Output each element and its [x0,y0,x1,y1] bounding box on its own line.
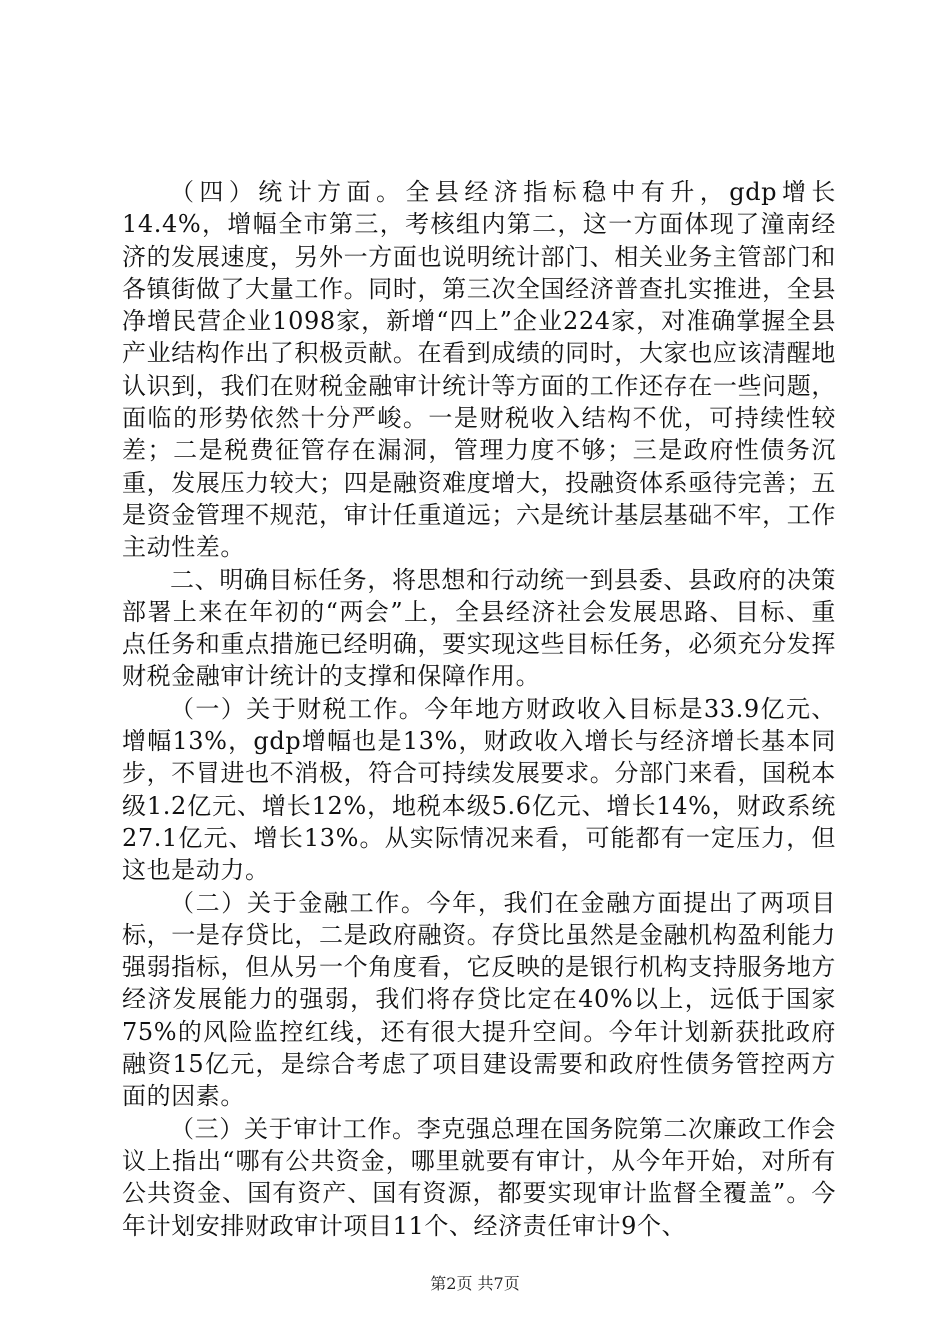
paragraph-banking: （二）关于金融工作。今年，我们在金融方面提出了两项目标，一是存贷比，二是政府融资。存贷比虽然是金融机构盈利能力强弱指标，但从另一个角度看，它反映的是银行机构支持服务地方经济发展能力的强弱，我们将存贷比定在40%以上，远低于国家75%的风险监控红线，还有很大提升空间。今年计划新获批政府融资15亿元，是综合考虑了项目建设需要和政府性债务管控两方面的因素。 [122,888,836,1111]
document-body [122,176,836,1242]
page-footer: 第2页 共7页 [430,1274,520,1293]
paragraph-section-two: 二、明确目标任务，将思想和行动统一到县委、县政府的决策部署上来在年初的“两会”上，全县经济社会发展思路、目标、重点任务和重点措施已经明确，要实现这些目标任务，必须充分发挥财税金融审计统计的支撑和保障作用。 [122,565,836,691]
paragraph-statistics: （四）统计方面。全县经济指标稳中有升，gdp增长14.4%，增幅全市第三，考核组内第二，这一方面体现了潼南经济的发展速度，另外一方面也说明统计部门、相关业务主管部门和各镇街做了大量工作。同时，第三次全国经济普查扎实推进，全县净增民营企业1098家，新增“四上”企业224家，对准确掌握全县产业结构作出了积极贡献。在看到成绩的同时，大家也应该清醒地认识到，我们在财税金融审计统计等方面的工作还存在一些问题，面临的形势依然十分严峻。一是财税收入结构不优，可持续性较差；二是税费征管存在漏洞，管理力度不够；三是政府性债务沉重，发展压力较大；四是融资难度增大，投融资体系亟待完善；五是资金管理不规范，审计任重道远；六是统计基层基础不牢，工作主动性差。 [122,178,836,562]
paragraph-finance-tax: （一）关于财税工作。今年地方财政收入目标是33.9亿元、增幅13%，gdp增幅也是13%，财政收入增长与经济增长基本同步，不冒进也不消极，符合可持续发展要求。分部门来看，国税本级1.2亿元、增长12%，地税本级5.6亿元、增长14%，财政系统27.1亿元、增长13%。从实际情况来看，可能都有一定压力，但这也是动力。 [122,694,836,885]
paragraph-audit: （三）关于审计工作。李克强总理在国务院第二次廉政工作会议上指出“哪有公共资金，哪里就要有审计，从今年开始，对所有公共资金、国有资产、国有资源，都要实现审计监督全覆盖”。今年计划安排财政审计项目11个、经济责任审计9个、 [122,1114,836,1240]
